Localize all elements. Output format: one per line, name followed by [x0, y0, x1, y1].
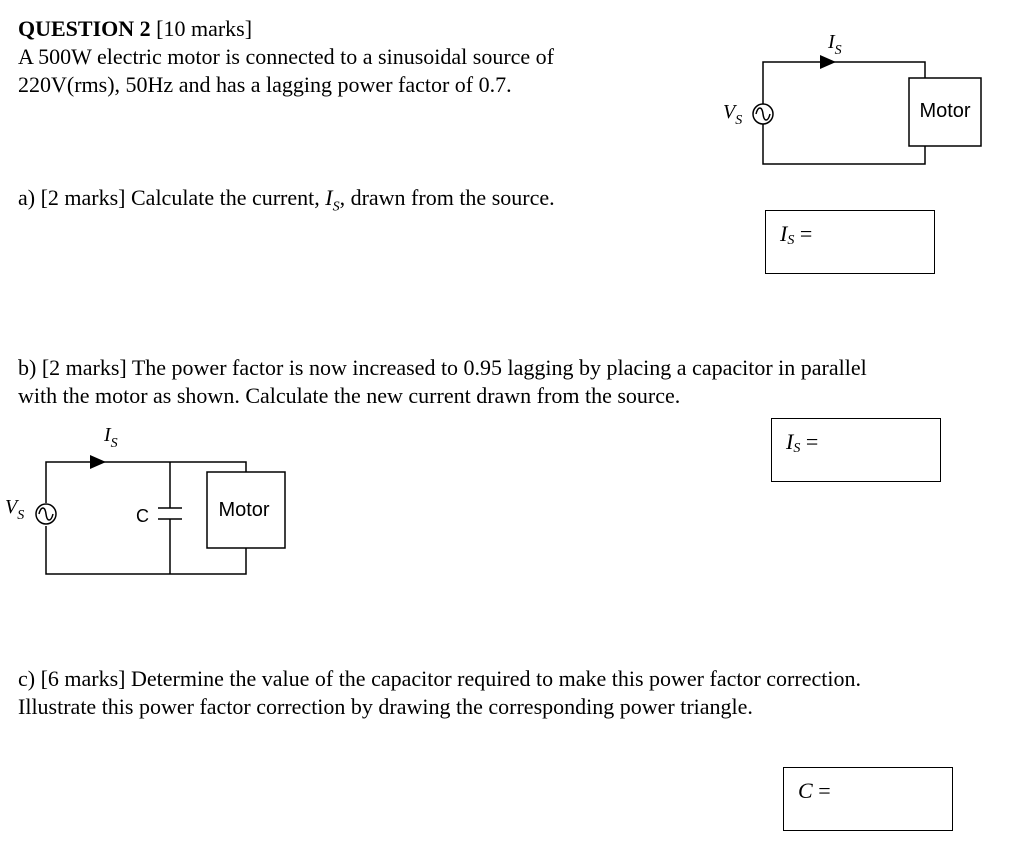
- circuit-2-current-label: $I_S$: [104, 424, 118, 451]
- circuit-2-source-label: $V_S$: [5, 496, 25, 523]
- part-a-var: I: [325, 185, 333, 210]
- circuit-1-current-label: $I_S$: [828, 31, 842, 58]
- part-a-answer-label: $I_S$ =: [780, 221, 813, 248]
- question-marks: [10 marks]: [156, 16, 253, 41]
- part-b-text-line-2: with the motor as shown. Calculate the new current drawn from the source.: [18, 383, 681, 408]
- circuit-1-wires: [763, 62, 925, 164]
- circuit-2-current-arrow: [90, 455, 106, 469]
- circuit-1-current-arrow: [820, 55, 836, 69]
- part-a-sub: S: [332, 199, 340, 215]
- circuit-2-capacitor: [158, 508, 182, 519]
- part-b-answer-label: $I_S$ =: [786, 429, 819, 456]
- part-c-text-line-2: Illustrate this power factor correction by drawing the corresponding power triangle.: [18, 694, 753, 719]
- circuit-1-source-label: $V_S$: [723, 101, 743, 128]
- circuit-2-motor-label: Motor: [218, 499, 270, 521]
- question-text-line-2: 220V(rms), 50Hz and has a lagging power factor of 0.7.: [18, 72, 512, 97]
- part-c-text-line-1: c) [6 marks] Determine the value of the capacitor required to make this power factor correction.: [18, 666, 861, 691]
- part-b-text-line-1: b) [2 marks] The power factor is now increased to 0.95 lagging by placing a capacitor in parallel: [18, 355, 867, 380]
- part-a-prefix: a) [2 marks] Calculate the current,: [18, 185, 326, 210]
- circuit-2-capacitor-label: C: [136, 506, 149, 526]
- part-a-suffix: , drawn from the source.: [339, 185, 555, 210]
- question-heading: QUESTION 2: [18, 16, 151, 41]
- part-c-answer-label: C =: [798, 778, 831, 803]
- question-text-line-1: A 500W electric motor is connected to a sinusoidal source of: [18, 44, 555, 69]
- circuit-1-motor-label: Motor: [919, 100, 971, 122]
